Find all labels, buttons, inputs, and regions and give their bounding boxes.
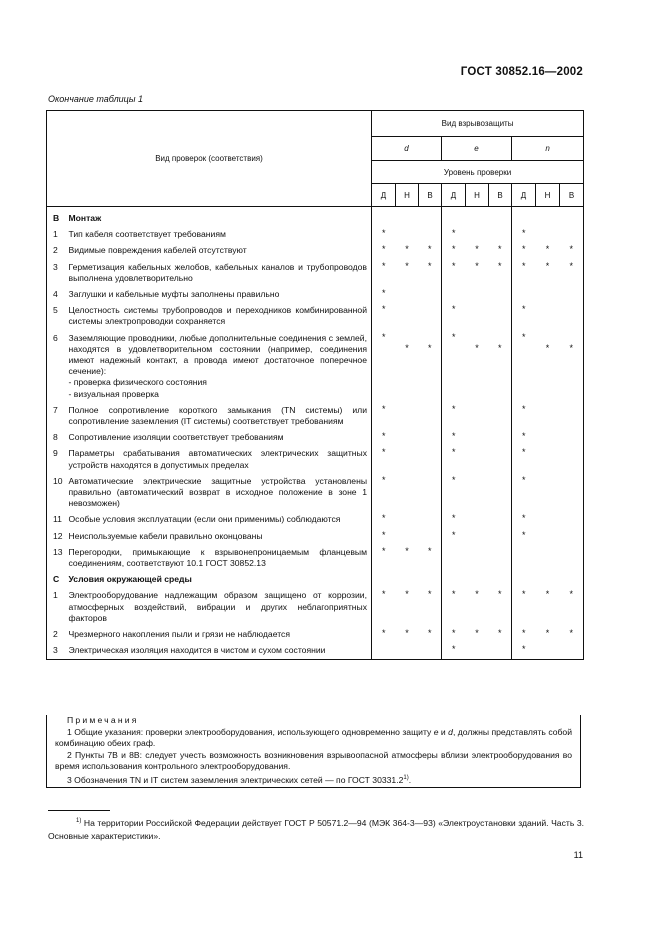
level-mark: * [442, 642, 466, 659]
level-mark: * [427, 342, 432, 353]
row-text: Заглушки и кабельные муфты заполнены правильно [69, 286, 372, 302]
level-mark [419, 528, 442, 544]
level-code: Н [536, 184, 560, 207]
row-text: Параметры срабатывания автоматических электрических защитных устройств находятся в допустимых пределах [69, 445, 372, 472]
note-item: 2 Пункты 7В и 8В: следует учесть возможность возникновения взрывоопасной атмосферы вблизи электрооборудования во время использования контрольного электрооборудования. [55, 749, 572, 772]
level-mark: * [442, 445, 466, 472]
level-mark: * [405, 545, 409, 556]
row-number: 13 [47, 544, 69, 571]
level-mark [396, 642, 419, 659]
level-mark [560, 302, 584, 329]
level-mark: * [405, 628, 409, 639]
protection-type-e: e [442, 137, 512, 161]
level-mark [419, 473, 442, 512]
check-type-header: Вид проверок (соответствия) [47, 111, 372, 207]
level-mark [489, 445, 512, 472]
level-mark: * [512, 473, 536, 512]
level-mark [489, 402, 512, 429]
level-mark: * [427, 260, 432, 271]
level-mark: * [512, 226, 536, 242]
level-mark [560, 642, 584, 659]
level-mark: * [372, 286, 396, 302]
level-mark: * [372, 626, 396, 642]
level-mark: * [512, 642, 536, 659]
level-mark [489, 571, 512, 587]
level-mark [489, 429, 512, 445]
level-mark: * [405, 260, 409, 271]
level-mark: * [372, 330, 396, 402]
level-mark [536, 642, 560, 659]
level-mark [536, 302, 560, 329]
level-mark: * [442, 330, 466, 402]
level-mark: * [512, 302, 536, 329]
level-mark: * [545, 244, 550, 255]
level-mark [466, 429, 489, 445]
level-mark: * [497, 260, 502, 271]
level-mark: * [497, 589, 502, 600]
level-mark [419, 402, 442, 429]
level-mark [536, 226, 560, 242]
level-mark: * [512, 259, 536, 286]
table-row [47, 473, 584, 512]
level-mark [489, 642, 512, 659]
row-number: 12 [47, 528, 69, 544]
level-mark [466, 511, 489, 527]
level-mark: * [442, 626, 466, 642]
level-mark: * [512, 429, 536, 445]
level-mark: * [405, 244, 409, 255]
level-mark: * [497, 244, 502, 255]
level-mark: * [545, 260, 550, 271]
level-mark [560, 511, 584, 527]
level-mark [396, 445, 419, 472]
level-mark [442, 571, 466, 587]
level-mark: * [560, 330, 584, 402]
row-number: 8 [47, 429, 69, 445]
level-mark [466, 544, 489, 571]
level-mark: * [512, 445, 536, 472]
level-mark: * [545, 589, 550, 600]
level-mark: * [405, 342, 409, 353]
level-mark [466, 473, 489, 512]
level-mark: * [475, 589, 479, 600]
level-mark [536, 473, 560, 512]
level-mark [442, 286, 466, 302]
level-mark: * [427, 628, 432, 639]
protection-type-d: d [372, 137, 442, 161]
level-mark: * [512, 511, 536, 527]
row-text: Полное сопротивление короткого замыкания (TN системы) или сопротивление заземления (IT системы) соответствует требованиям [69, 402, 372, 429]
level-mark [536, 571, 560, 587]
note-3-sup: 1) [403, 774, 409, 781]
level-mark: * [372, 259, 396, 286]
level-mark: * [442, 429, 466, 445]
section-row [47, 207, 584, 227]
level-mark [396, 571, 419, 587]
row-text: Электрическая изоляция находится в чистом и сухом состоянии [69, 642, 372, 659]
level-mark [489, 302, 512, 329]
inspection-table [46, 110, 584, 660]
row-main-text: Заземляющие проводники, любые дополнительные соединения с землей, находятся в удовлетворительном состоянии (например, соединения имеют надежный контакт, а провода имеют достаточное поперечное сечение): [68, 332, 367, 377]
note-3-text: 3 Обозначения TN и IT систем заземления электрических сетей — по ГОСТ 30331.2 [67, 774, 404, 785]
level-mark [442, 544, 466, 571]
row-number: 4 [47, 286, 69, 302]
level-mark [512, 207, 536, 227]
row-text: Условия окружающей среды [69, 571, 372, 587]
row-number: 7 [47, 402, 69, 429]
level-mark [512, 286, 536, 302]
level-mark [419, 445, 442, 472]
level-mark [560, 544, 584, 571]
level-mark [372, 571, 396, 587]
row-number: 6 [47, 330, 69, 402]
row-text: Чрезмерного накопления пыли и грязи не наблюдается [69, 626, 372, 642]
level-header: Уровень проверки [372, 161, 584, 184]
level-mark [560, 402, 584, 429]
table-row [47, 226, 584, 242]
level-code: Н [466, 184, 489, 207]
level-mark: * [427, 589, 432, 600]
row-number: 2 [47, 242, 69, 258]
level-mark [560, 226, 584, 242]
level-mark [466, 402, 489, 429]
level-mark: * [442, 259, 466, 286]
level-code: Д [442, 184, 466, 207]
level-mark [489, 544, 512, 571]
protection-type-header: Вид взрывозащиты [372, 111, 584, 137]
level-mark [419, 226, 442, 242]
notes-title: Примечания [67, 715, 139, 725]
level-mark: * [372, 511, 396, 527]
table-row [47, 330, 584, 402]
level-mark: * [372, 242, 396, 258]
level-mark [396, 429, 419, 445]
level-mark: * [560, 242, 584, 258]
level-mark [466, 528, 489, 544]
section-row [47, 571, 584, 587]
table-row [47, 259, 584, 286]
level-mark [512, 544, 536, 571]
level-mark [466, 286, 489, 302]
level-mark: * [497, 342, 502, 353]
row-text [69, 330, 372, 402]
level-mark [372, 642, 396, 659]
row-number: 1 [47, 226, 69, 242]
level-mark: * [545, 342, 550, 353]
level-mark [536, 528, 560, 544]
level-mark: * [442, 473, 466, 512]
protection-type-n: n [512, 137, 584, 161]
level-mark: * [475, 342, 479, 353]
level-code: В [489, 184, 512, 207]
level-mark: * [442, 226, 466, 242]
level-mark: * [372, 528, 396, 544]
row-text: Электрооборудование надлежащим образом защищено от коррозии, атмосферных воздействий, вибрации и других неблагоприятных факторов [69, 587, 372, 626]
level-mark [419, 429, 442, 445]
level-mark [560, 207, 584, 227]
table-row [47, 511, 584, 527]
row-sub-item: - проверка физического состояния [68, 377, 207, 388]
level-mark [396, 511, 419, 527]
level-mark [536, 544, 560, 571]
level-mark: * [512, 626, 536, 642]
level-mark: * [372, 587, 396, 626]
row-number: 1 [47, 587, 69, 626]
row-text: Неиспользуемые кабели правильно оконцованы [69, 528, 372, 544]
level-mark [372, 207, 396, 227]
table-row [47, 402, 584, 429]
row-text: Сопротивление изоляции соответствует требованиям [69, 429, 372, 445]
level-mark [396, 302, 419, 329]
table-row [47, 302, 584, 329]
table-row [47, 642, 584, 659]
level-mark: * [475, 260, 479, 271]
level-mark: * [372, 302, 396, 329]
level-code: Д [372, 184, 396, 207]
row-sub-item: - визуальная проверка [68, 388, 159, 399]
level-mark: * [545, 628, 550, 639]
table-row [47, 286, 584, 302]
level-mark: * [427, 545, 432, 556]
notes-block [46, 715, 581, 788]
level-mark [536, 445, 560, 472]
row-number: 5 [47, 302, 69, 329]
level-mark [489, 528, 512, 544]
level-mark: * [560, 259, 584, 286]
level-mark [396, 226, 419, 242]
level-mark: * [512, 242, 536, 258]
level-mark: * [560, 626, 584, 642]
level-mark [536, 429, 560, 445]
table-row [47, 445, 584, 472]
level-code: Д [512, 184, 536, 207]
level-mark [489, 473, 512, 512]
level-mark: * [442, 587, 466, 626]
row-number: С [47, 571, 69, 587]
row-text: Герметизация кабельных желобов, кабельных каналов и трубопроводов выполнена удовлетворительно [69, 259, 372, 286]
level-mark [489, 511, 512, 527]
footnote-text: На территории Российской Федерации действует ГОСТ Р 50571.2—94 (МЭК 364-3—93) «Электроустановки зданий. Часть 3. Основные характеристики». [48, 817, 584, 841]
row-number: 9 [47, 445, 69, 472]
level-mark: * [497, 628, 502, 639]
row-text: Перегородки, примыкающие к взрывонепроницаемым фланцевым соединениям, соответствуют 10.1 ГОСТ 30852.13 [69, 544, 372, 571]
note-item [55, 773, 572, 786]
row-number: 3 [47, 642, 69, 659]
level-mark: * [442, 302, 466, 329]
level-mark: * [442, 528, 466, 544]
level-mark [419, 642, 442, 659]
level-mark: * [427, 244, 432, 255]
level-mark: * [512, 528, 536, 544]
level-mark [466, 207, 489, 227]
level-mark [419, 286, 442, 302]
level-mark [396, 286, 419, 302]
table-body [47, 207, 584, 660]
level-mark [560, 445, 584, 472]
row-number: 10 [47, 473, 69, 512]
level-mark [466, 302, 489, 329]
level-mark [489, 226, 512, 242]
level-mark [396, 473, 419, 512]
level-mark [560, 286, 584, 302]
level-mark [419, 511, 442, 527]
level-mark [442, 207, 466, 227]
level-mark [512, 571, 536, 587]
row-number: 3 [47, 259, 69, 286]
row-text: Автоматические электрические защитные устройства установлены правильно (автоматический возврат в исходное положение в зоне 1 невозможен) [69, 473, 372, 512]
level-mark: * [512, 330, 536, 402]
level-mark [466, 571, 489, 587]
level-mark [419, 302, 442, 329]
row-text: Видимые повреждения кабелей отсутствуют [69, 242, 372, 258]
table-row [47, 429, 584, 445]
level-mark: * [475, 628, 479, 639]
level-mark [396, 207, 419, 227]
row-number: 2 [47, 626, 69, 642]
note-3-end: . [408, 774, 412, 785]
level-mark [396, 528, 419, 544]
level-mark [560, 473, 584, 512]
level-mark: * [475, 244, 479, 255]
table-row [47, 528, 584, 544]
level-mark: * [442, 511, 466, 527]
level-mark [536, 511, 560, 527]
table-row [47, 626, 584, 642]
level-mark [466, 642, 489, 659]
level-mark: * [442, 242, 466, 258]
level-mark [419, 207, 442, 227]
level-mark: * [372, 402, 396, 429]
level-mark [536, 207, 560, 227]
row-text: Тип кабеля соответствует требованиям [69, 226, 372, 242]
table-row [47, 242, 584, 258]
table-row [47, 587, 584, 626]
level-mark [466, 226, 489, 242]
row-text: Особые условия эксплуатации (если они применимы) соблюдаются [69, 511, 372, 527]
level-mark: * [372, 226, 396, 242]
level-mark: * [372, 473, 396, 512]
level-mark [396, 402, 419, 429]
level-mark: * [372, 544, 396, 571]
row-text: Целостность системы трубопроводов и переходников комбинированной системы электропроводки сохраняется [69, 302, 372, 329]
level-mark: * [372, 429, 396, 445]
level-mark: * [442, 402, 466, 429]
level-mark [419, 571, 442, 587]
level-mark: * [405, 589, 409, 600]
footnote-divider [48, 810, 110, 811]
level-mark [560, 528, 584, 544]
row-number: В [47, 207, 69, 227]
level-code: В [560, 184, 584, 207]
level-mark [466, 445, 489, 472]
footnote [48, 815, 584, 843]
footnote-marker: 1) [76, 818, 82, 824]
level-mark [560, 571, 584, 587]
level-mark [489, 207, 512, 227]
level-code: В [419, 184, 442, 207]
table-caption: Окончание таблицы 1 [48, 94, 143, 104]
page-number: 11 [573, 850, 583, 860]
row-text: Монтаж [69, 207, 372, 227]
level-mark [536, 286, 560, 302]
table-row [47, 544, 584, 571]
level-mark [560, 429, 584, 445]
level-mark: * [372, 445, 396, 472]
level-mark [536, 402, 560, 429]
level-mark: * [512, 587, 536, 626]
row-number: 11 [47, 511, 69, 527]
level-mark: * [560, 587, 584, 626]
document-code: ГОСТ 30852.16—2002 [460, 66, 583, 78]
level-mark: * [512, 402, 536, 429]
note-item: 1 Общие указания: проверки электрооборудования, использующего одновременно защиту e и d, должны представлять собой комбинацию обеих граф. [55, 726, 573, 749]
level-mark [489, 286, 512, 302]
level-code: Н [396, 184, 419, 207]
